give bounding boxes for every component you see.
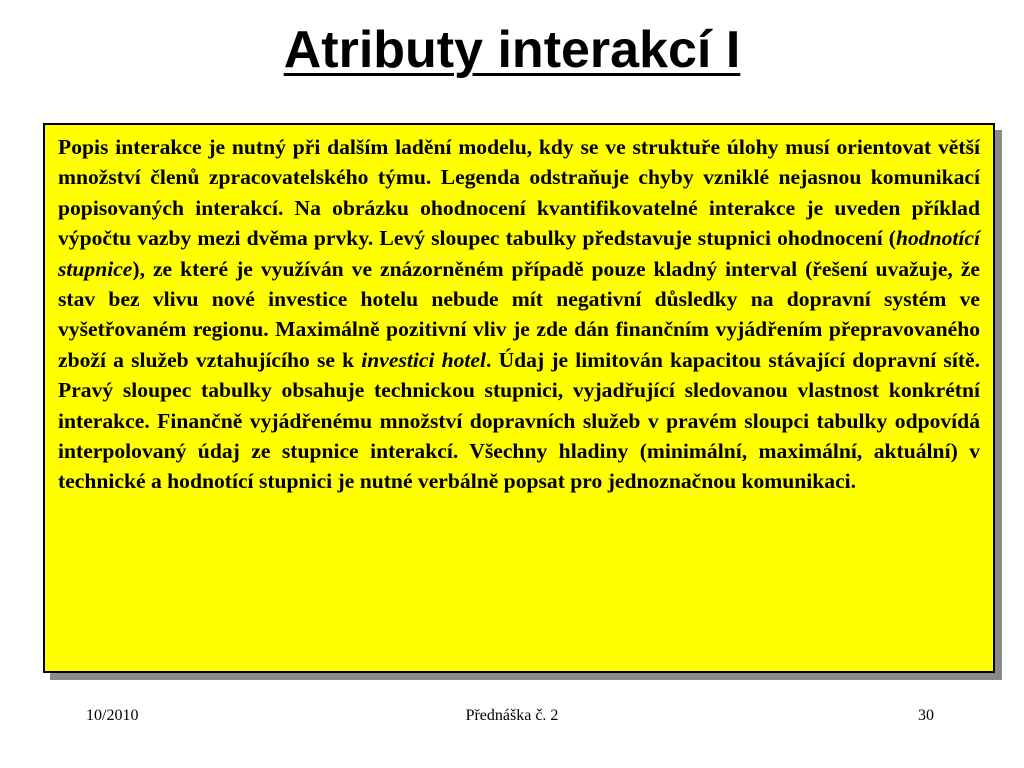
paragraph-part-2: ), ze které je využíván ve znázorněném případě pouze kladný interval (řešení uvažuje, že stav bez vlivu nové investice hotelu nebude mít negativní důsledky na dopravní systém ve vyšetřovaném regionu. Maximálně pozitivní vliv je zde dán finančním vyjádřením přepravovaného zboží a služeb vztahujícího se k [58,256,980,372]
footer-page-number: 30 [918,707,934,724]
footer-lecture: Přednáška č. 2 [465,707,559,724]
text-box [43,123,995,673]
paragraph-part-1: Popis interakce je nutný při dalším ladění modelu, kdy se ve struktuře úlohy musí orientovat větší množství členů zpracovatelského týmu. Legenda odstraňuje chyby vzniklé nejasnou komunikací popisovaných interakcí. Na obrázku ohodnocení kvantifikovatelné interakce je uveden příklad výpočtu vazby mezi dvěma prvky. Levý sloupec tabulky představuje stupnici ohodnocení ( [58,135,980,251]
body-paragraph [58,132,980,497]
footer-date: 10/2010 [86,707,139,724]
paragraph-italic-investici-hotel: investici hotel [361,347,487,372]
paragraph-italic-hodnotici-stupnice: hodnotící stupnice [58,226,980,281]
paragraph-part-3: . Údaj je limitován kapacitou stávající dopravní sítě. Pravý sloupec tabulky obsahuje technickou stupnici, vyjadřující sledovanou vlastnost konkrétní interakce. Finančně vyjádřenému množství dopravních služeb v pravém sloupci tabulky odpovídá interpolovaný údaj ze stupnice interakcí. Všechny hladiny (minimální, maximální, aktuální) v technické a hodnotící stupnici je nutné verbálně popsat pro jednoznačnou komunikaci. [58,347,981,494]
slide-title: Atributy interakcí I [283,21,741,79]
